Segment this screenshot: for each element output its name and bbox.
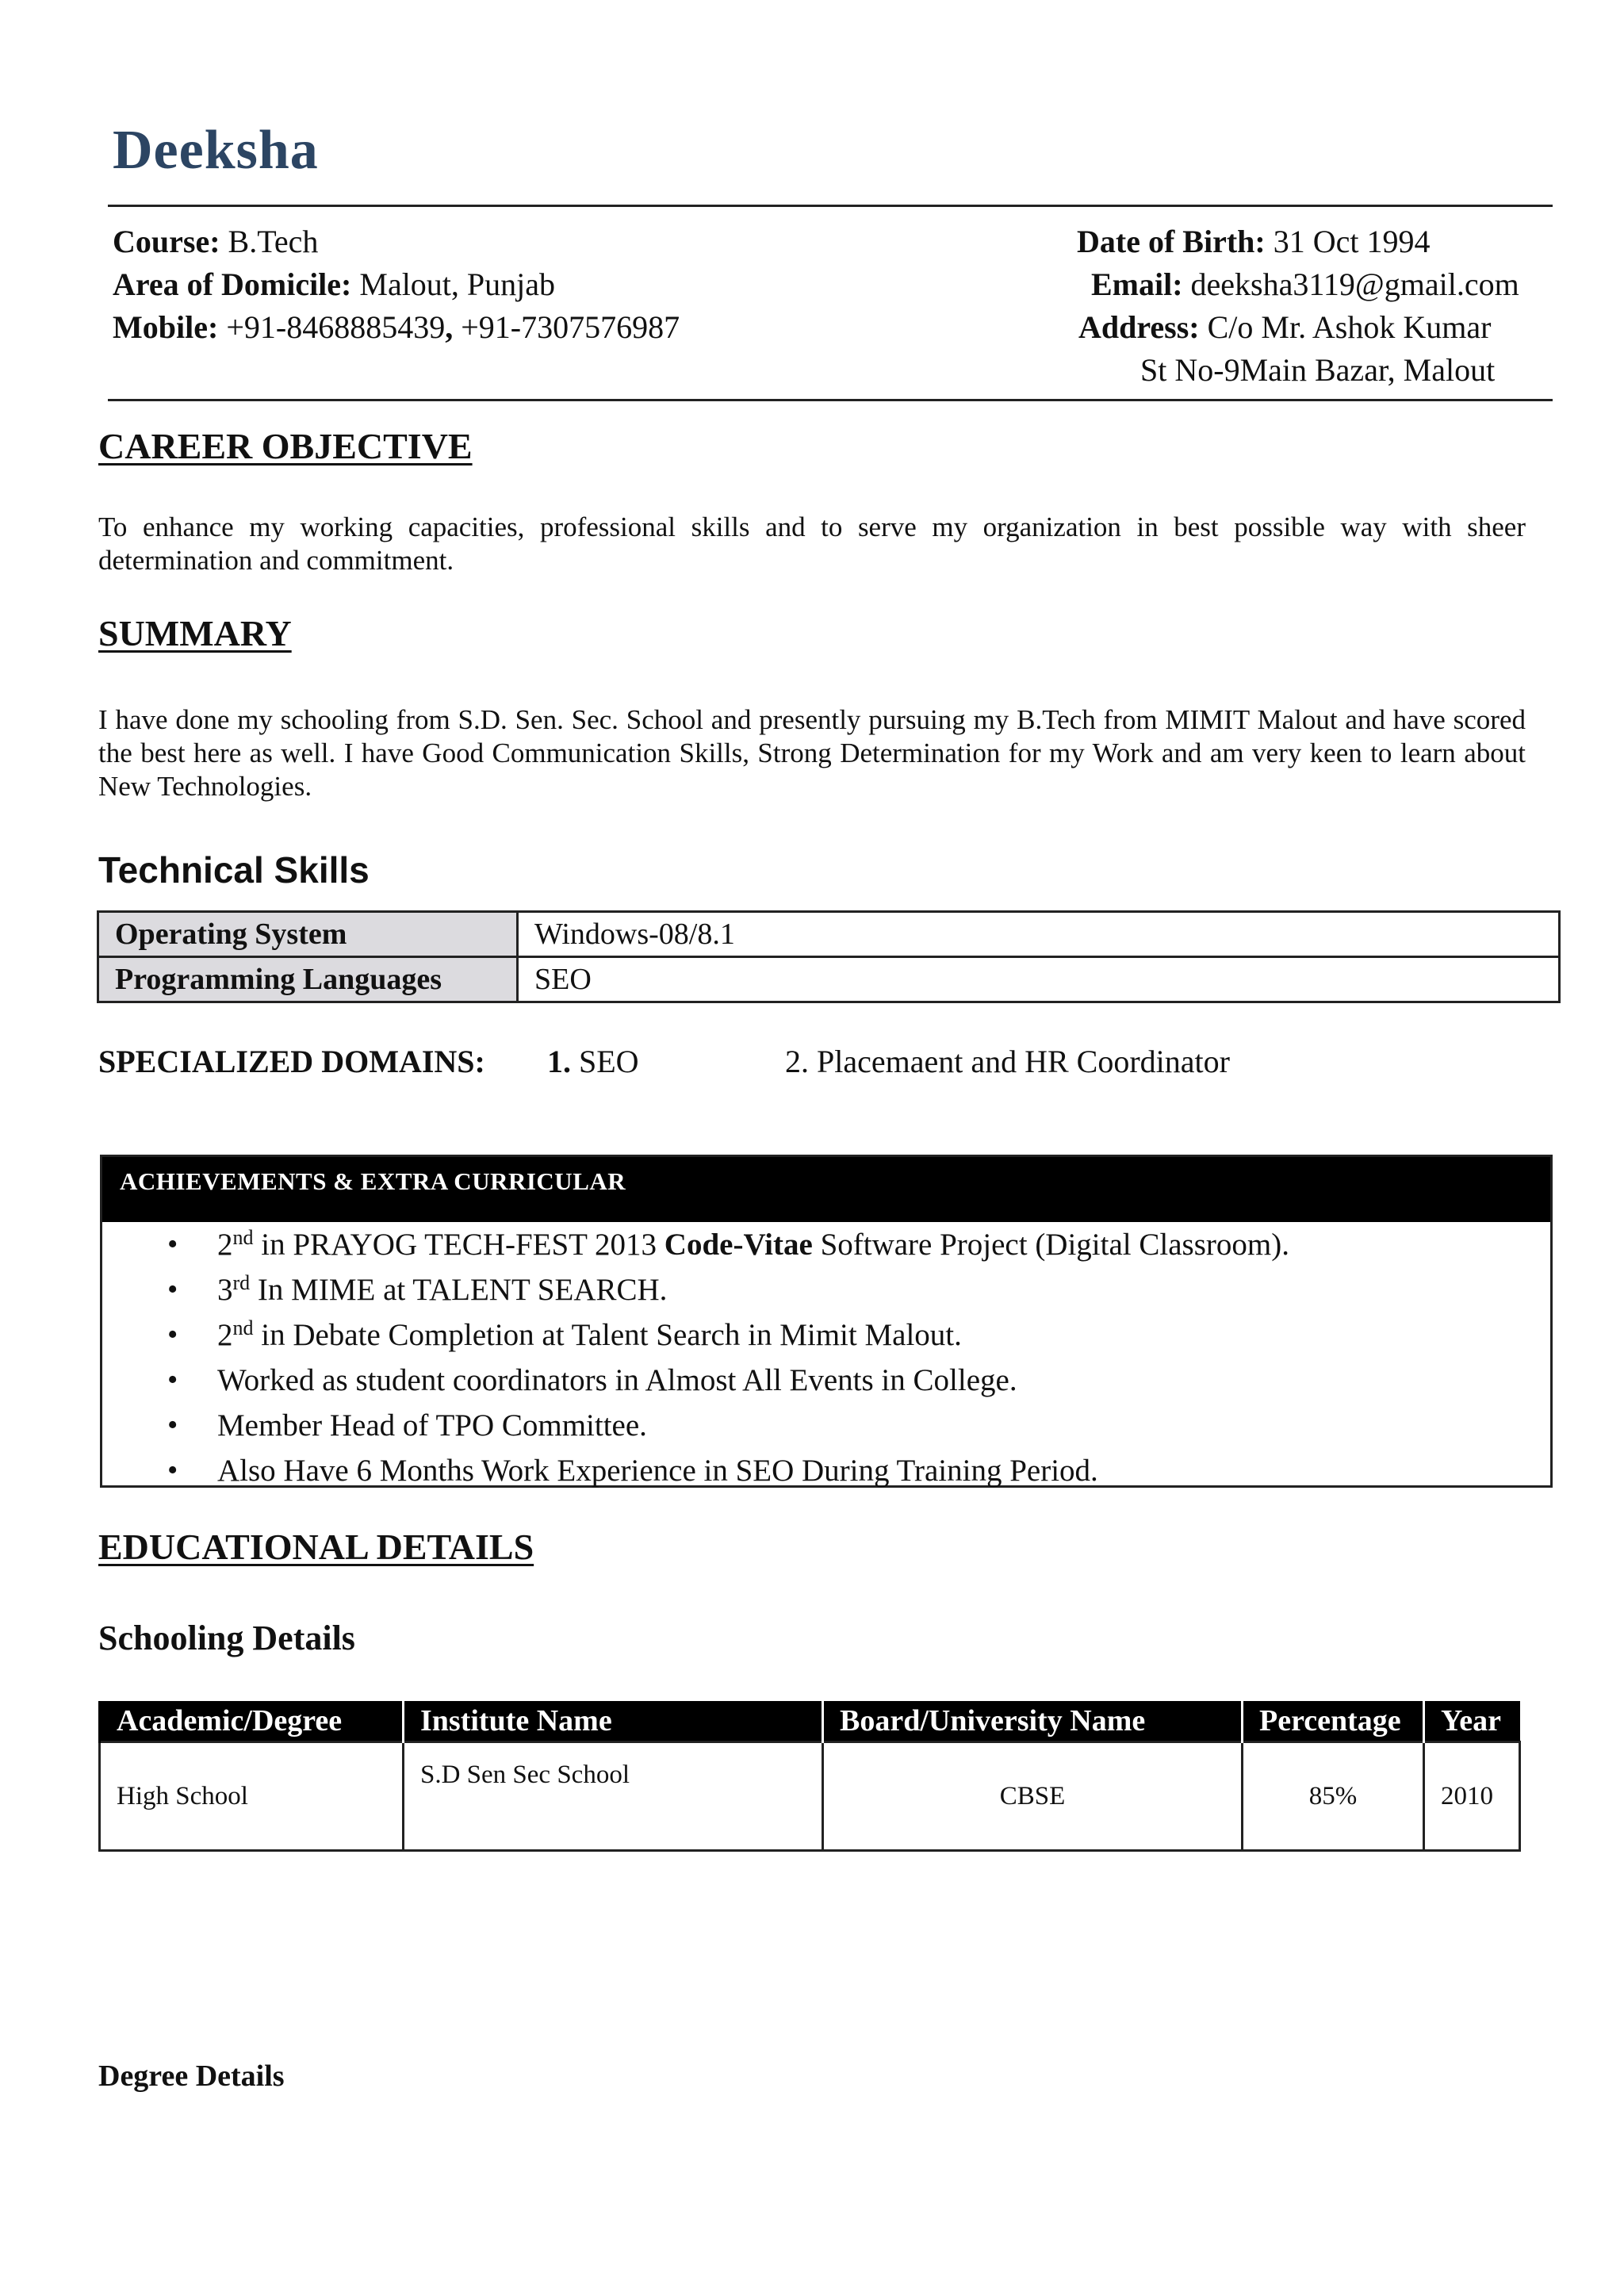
list-item: • 2nd in PRAYOG TECH-FEST 2013 Code-Vitae Software Project (Digital Classroom).: [102, 1222, 1550, 1267]
achievements-box: [100, 1155, 1553, 1488]
dob-value: 31 Oct 1994: [1273, 224, 1431, 259]
skill-value-languages: SEO: [518, 957, 1560, 1002]
course-value: B.Tech: [228, 224, 319, 259]
table-row: [98, 912, 1560, 957]
course-line: [113, 220, 680, 263]
mobile-label: Mobile:: [113, 309, 219, 345]
list-item: • Also Have 6 Months Work Experience in SEO During Training Period.: [102, 1448, 1550, 1493]
column-header: Board/University Name: [823, 1701, 1243, 1742]
domicile-label: Area of Domicile:: [113, 266, 352, 302]
skill-label-os: Operating System: [98, 912, 518, 957]
address-label: Address:: [1078, 309, 1200, 345]
column-header: Academic/Degree: [100, 1701, 404, 1742]
technical-skills-heading: Technical Skills: [98, 849, 370, 891]
degree-details-heading: Degree Details: [98, 2059, 285, 2093]
summary-heading: SUMMARY: [98, 613, 292, 653]
table-cell: 85%: [1243, 1742, 1424, 1851]
table-header-row: [100, 1701, 1520, 1742]
email-value: deeksha3119@gmail.com: [1190, 266, 1519, 302]
specialized-domains-label: SPECIALIZED DOMAINS:: [98, 1044, 485, 1079]
table-cell: 2010: [1424, 1742, 1520, 1851]
email-line: [1077, 263, 1519, 306]
specialized-domain-1: [547, 1040, 639, 1083]
address-value-line1: C/o Mr. Ashok Kumar: [1207, 309, 1492, 345]
skill-value-os: Windows-08/8.1: [518, 912, 1560, 957]
mobile-line: [113, 306, 680, 349]
domain-1-number: 1.: [547, 1044, 571, 1079]
address-line-2: [1077, 349, 1519, 392]
dob-line: [1077, 220, 1519, 263]
column-header: Year: [1424, 1701, 1520, 1742]
header-divider-top: [108, 205, 1553, 207]
mobile-value-primary: +91-8468885439: [226, 309, 446, 345]
domicile-line: [113, 263, 680, 306]
domicile-value: Malout, Punjab: [359, 266, 556, 302]
list-item: • Worked as student coordinators in Almost All Events in College.: [102, 1358, 1550, 1403]
achievements-heading: ACHIEVEMENTS & EXTRA CURRICULAR: [102, 1157, 1550, 1222]
achievements-list: [102, 1222, 1550, 1493]
course-label: Course:: [113, 224, 220, 259]
skill-label-languages: Programming Languages: [98, 957, 518, 1002]
contact-right: [1077, 220, 1519, 392]
contact-left: [113, 220, 680, 349]
table-cell: S.D Sen Sec School: [404, 1742, 823, 1851]
table-row: [98, 957, 1560, 1002]
header-divider-bottom: [108, 399, 1553, 401]
table-cell: CBSE: [823, 1742, 1243, 1851]
summary-text: I have done my schooling from S.D. Sen. Sec. School and presently pursuing my B.Tech from MIMIT Malout and have scored the best here as well. I have Good Communication Skills, Strong Determination for my Work and am very keen to learn about New Technologies.: [98, 704, 1526, 802]
email-label: Email:: [1091, 266, 1183, 302]
career-objective-text: To enhance my working capacities, professional skills and to serve my organization in best possible way with sheer determination and commitment.: [98, 511, 1526, 576]
list-item: • 2nd in Debate Completion at Talent Search in Mimit Malout.: [102, 1312, 1550, 1358]
list-item: • 3rd In MIME at TALENT SEARCH.: [102, 1267, 1550, 1312]
column-header: Percentage: [1243, 1701, 1424, 1742]
table-row: [100, 1742, 1520, 1851]
dob-label: Date of Birth:: [1077, 224, 1266, 259]
schooling-details-heading: Schooling Details: [98, 1619, 355, 1657]
schooling-table: [98, 1701, 1521, 1852]
mobile-separator: ,: [445, 309, 454, 345]
address-value-line2: St No-9Main Bazar, Malout: [1140, 352, 1496, 388]
technical-skills-table: [97, 910, 1561, 1003]
career-objective-heading: CAREER OBJECTIVE: [98, 426, 473, 466]
domain-1-text: SEO: [579, 1044, 639, 1079]
specialized-domain-2: 2. Placemaent and HR Coordinator: [785, 1044, 1230, 1079]
candidate-name: Deeksha: [113, 120, 319, 181]
list-item: • Member Head of TPO Committee.: [102, 1403, 1550, 1448]
column-header: Institute Name: [404, 1701, 823, 1742]
address-line: [1077, 306, 1519, 349]
table-cell: High School: [100, 1742, 404, 1851]
educational-details-heading: EDUCATIONAL DETAILS: [98, 1527, 534, 1567]
mobile-value-secondary: +91-7307576987: [461, 309, 680, 345]
